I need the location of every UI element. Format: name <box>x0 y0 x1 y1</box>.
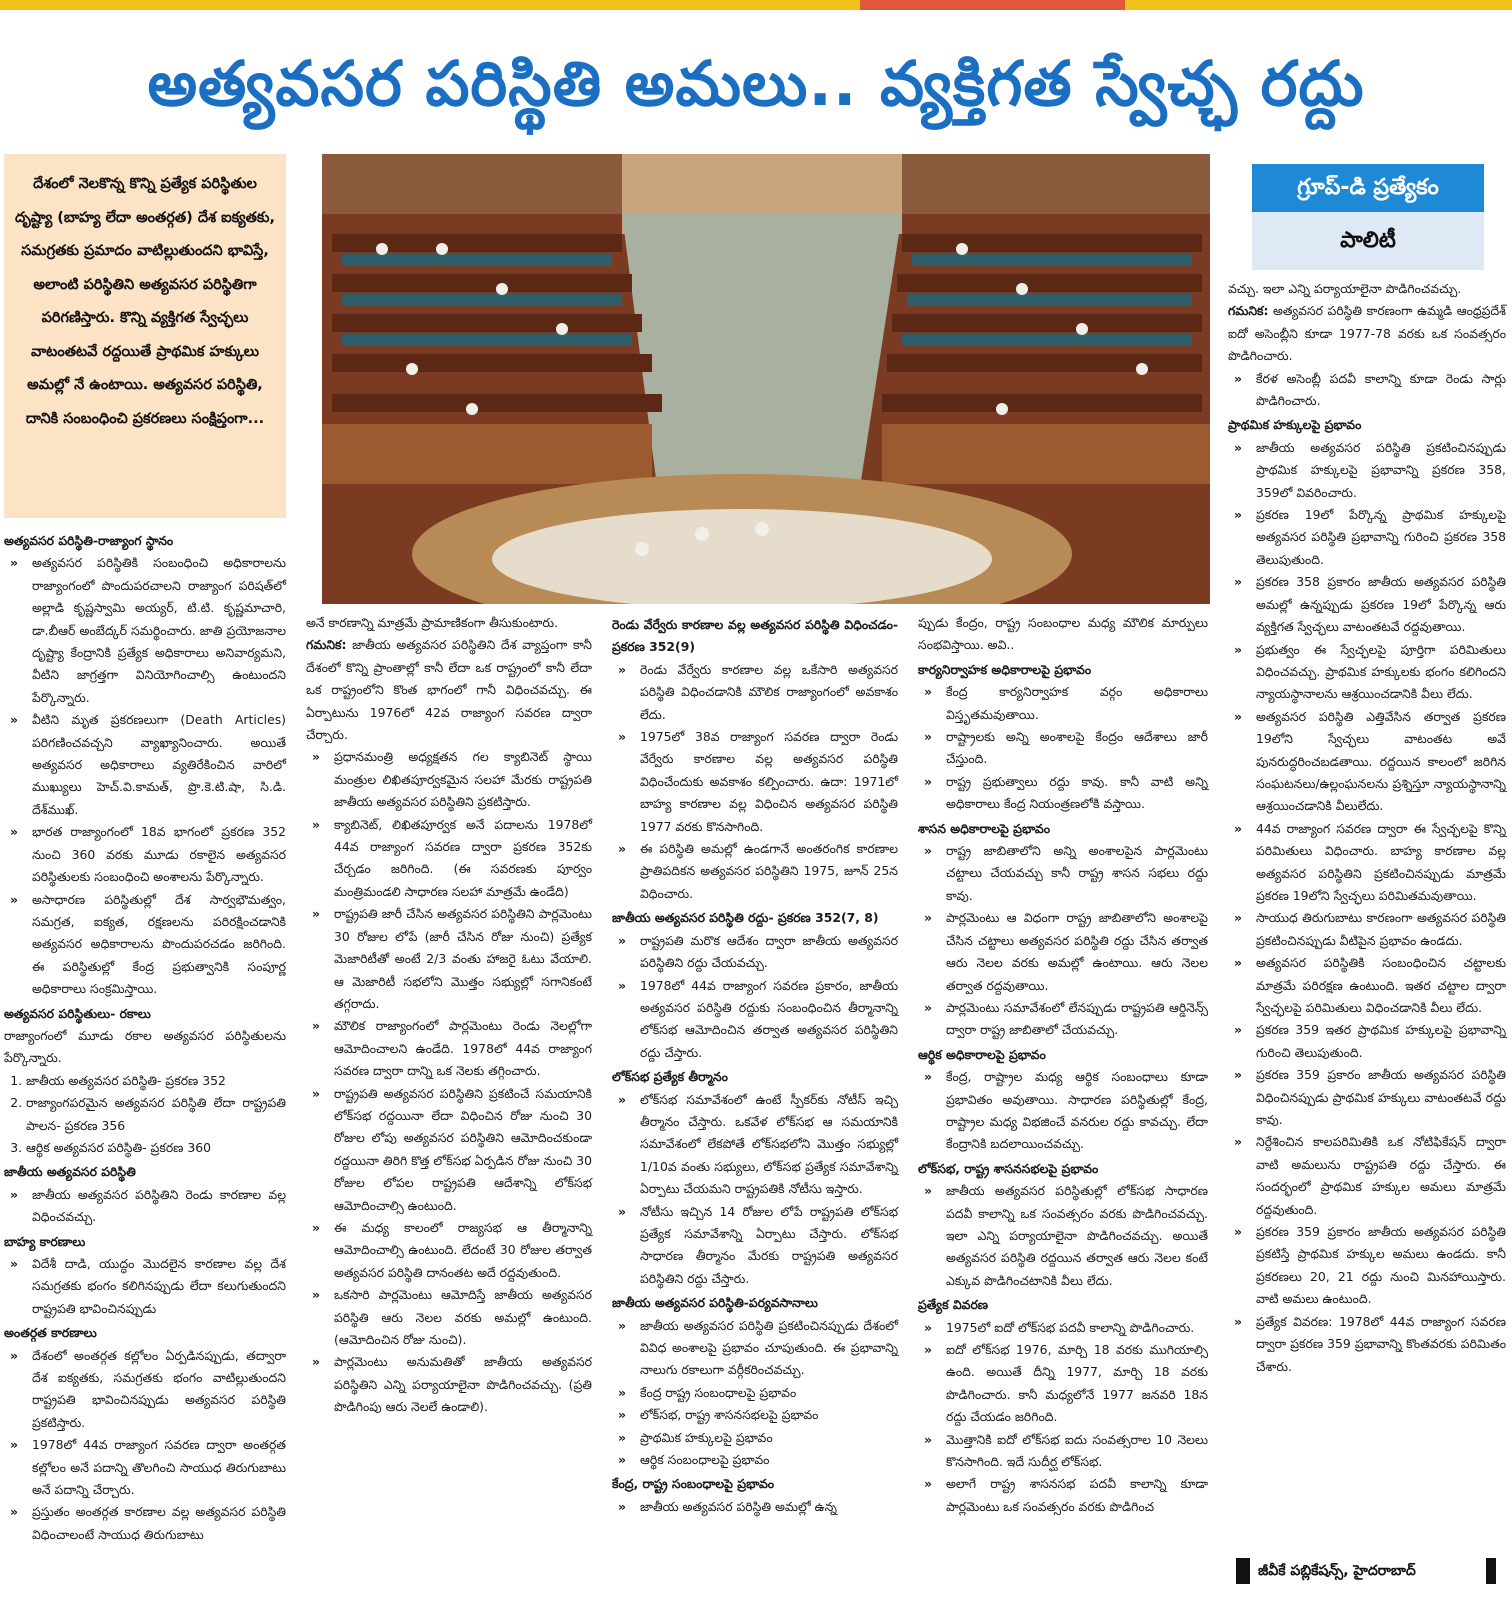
heading: బాహ్య కారణాలు <box>4 1233 86 1249</box>
heading: శాసన అధికారాలపై ప్రభావం <box>918 820 1050 836</box>
intro-box: దేశంలో నెలకొన్న కొన్ని ప్రత్యేక పరిస్థితుల దృష్ట్యా (బాహ్య లేదా అంతర్గత) దేశ ఐక్యతకు, సమగ్రతకు ప్రమాదం వాటిల్లుతుందని భావిస్తే, అలాంటి పరిస్థితిని అత్యవసర పరిస్థితిగా పరిగణిస్తారు. కొన్ని వ్యక్తిగత స్వేచ్ఛలు వాటంతటవే రద్దయితే ప్రాథమిక హక్కులు అమల్లో నే ఉంటాయి. అత్యవసర పరిస్థితి, దానికి సంబంధించి ప్రకరణలు సంక్షిప్తంగా... <box>4 154 286 518</box>
bullet: » 44వ రాజ్యాంగ సవరణ ద్వారా ఈ స్వేచ్ఛలపై కొన్ని పరిమితులు విధించారు. బాహ్య కారణాల వల్ల అత్యవసర పరిస్థితిని ప్రకటించినప్పుడు మాత్రమే ప్రకరణ 19లోని స్వేచ్ఛలు పరిమితమవుతాయి. <box>1228 818 1506 908</box>
bullet: » అత్యవసర పరిస్థితి ఎత్తివేసిన తర్వాత ప్రకరణ 19లోని స్వేచ్ఛలు వాటంతట అవే పునరుద్ధరించబడతాయి. రద్దయిన కాలంలో జరిగిన సంఘటనలు/ఉల్లంఘనలను ప్రశ్నిస్తూ న్యాయస్థానాన్ని ఆశ్రయించడానికి వీలులేదు. <box>1228 706 1506 818</box>
bullet: » నోటీసు ఇచ్చిన 14 రోజుల లోపే రాష్ట్రపతి లోక్‌సభ ప్రత్యేక సమావేశాన్ని ఏర్పాటు చేస్తారు. లోక్‌సభ సాధారణ తీర్మానం మేరకు రాష్ట్రపతి అత్యవసర పరిస్థితిని రద్దు చేస్తారు. <box>612 1201 898 1291</box>
note-label: గమనిక: <box>1228 303 1269 319</box>
bullet: » పార్లమెంటు ఆ విధంగా రాష్ట్ర జాబితాలోని అంశాలపై చేసిన చట్టాలు అత్యవసర పరిస్థితి రద్దు చేసిన తర్వాత ఆరు నెలల వరకు అమల్లో ఉంటాయి. ఆరు నెలల తర్వాత రద్దవుతాయి. <box>918 907 1208 997</box>
bullet: » ప్రత్యేక వివరణ: 1978లో 44వ రాజ్యాంగ సవరణ ద్వారా ప్రకరణ 359 ప్రభావాన్ని కొంతవరకు పరిమితం చేశారు. <box>1228 1311 1506 1378</box>
bullet: » వీటిని మృత ప్రకరణలుగా (Death Articles) పరిగణించవచ్చని వ్యాఖ్యానించారు. అయితే అత్యవసర అధికారాలు వ్యతిరేకించిన వారిలో ముఖ్యులు హెచ్.వి.కామత్, ప్రొ.కె.టి.షా, సి.డి. దేశ్‌ముఖ్. <box>4 709 286 821</box>
bullet: » పార్లమెంటు సమావేశంలో లేనప్పుడు రాష్ట్రపతి ఆర్డినెన్స్ ద్వారా రాష్ట్ర జాబితాలో చేయవచ్చు. <box>918 997 1208 1042</box>
bullet: » కేంద్ర రాష్ట్ర సంబంధాలపై ప్రభావం <box>612 1382 898 1404</box>
bullet: » ఐదో లోక్‌సభ 1976, మార్చి 18 వరకు ముగియాల్సి ఉంది. అయితే దీన్ని 1977, మార్చి 18 వరకు పొడిగించారు. కానీ మధ్యలోనే 1977 జనవరి 18న రద్దు చేయడం జరిగింది. <box>918 1339 1208 1429</box>
column-4 <box>918 612 1208 1518</box>
bullet: » రాష్ట్రాలకు అన్ని అంశాలపై కేంద్రం ఆదేశాలు జారీ చేస్తుంది. <box>918 726 1208 771</box>
heading: ఆర్థిక అధికారాలపై ప్రభావం <box>918 1046 1046 1062</box>
heading: అంతర్గత కారణాలు <box>4 1325 97 1341</box>
bullet: » లోక్‌సభ, రాష్ట్ర శాసనసభలపై ప్రభావం <box>612 1404 898 1426</box>
bullet: » 1975లో ఐదో లోక్‌సభ పదవీ కాలాన్ని పొడిగించారు. <box>918 1317 1208 1339</box>
bullet: » అత్యవసర పరిస్థితికి సంబంధించిన చట్టాలకు మాత్రమే పరిరక్షణ ఉంటుంది. ఇతర చట్టాల ద్వారా స్వేచ్ఛలపై పరిమితులు విధించడానికి వీలు లేదు. <box>1228 952 1506 1019</box>
badge-series-label: గ్రూప్-డి ప్రత్యేకం <box>1252 164 1484 212</box>
note-text: జాతీయ అత్యవసర పరిస్థితిని దేశ వ్యాప్తంగా కానీ దేశంలో కొన్ని ప్రాంతాల్లో కానీ లేదా ఒక రాష్ట్రంలో కానీ లేదా ఒక రాష్ట్రంలోని కొంత భాగంలో గానీ విధించవచ్చు. ఈ ఏర్పాటును 1976లో 42వ రాజ్యాంగ సవరణ ద్వారా చేర్చారు. <box>306 637 592 743</box>
note <box>306 634 592 746</box>
bullet: » ఒకసారి పార్లమెంటు ఆమోదిస్తే జాతీయ అత్యవసర పరిస్థితి ఆరు నెలల వరకు అమల్లో ఉంటుంది. (ఆమోదించిన రోజు నుంచి). <box>306 1284 592 1351</box>
heading: అత్యవసర పరిస్థితులు- రకాలు <box>4 1005 151 1021</box>
section-badge <box>1252 164 1484 270</box>
bullet: » ప్రకరణ 359 ఇతర ప్రాథమిక హక్కులపై ప్రభావాన్ని గురించి తెలుపుతుంది. <box>1228 1019 1506 1064</box>
bullet: » రాష్ట్రపతి అత్యవసర పరిస్థితిని ప్రకటించే సమయానికి లోక్‌సభ రద్దయినా లేదా విధించిన రోజు నుంచి 30 రోజుల లోపు అత్యవసర పరిస్థితిని ఆమోదించకుండా రద్దయినా తిరిగి కొత్త లోక్‌సభ ఏర్పడిన రోజు నుంచి 30 రోజుల లోపల రాష్ట్రపతి ఆదేశాన్ని లోక్‌సభ ఆమోదించాల్సి ఉంటుంది. <box>306 1083 592 1217</box>
bullet: » కేరళ అసెంబ్లీ పదవీ కాలాన్ని కూడా రెండు సార్లు పొడిగించారు. <box>1228 368 1506 413</box>
bullet: » సాయుధ తిరుగుబాటు కారణంగా అత్యవసర పరిస్థితి ప్రకటించినప్పుడు వీటిపైన ప్రభావం ఉండదు. <box>1228 907 1506 952</box>
bullet: » నిర్దేశించిన కాలపరిమితికి ఒక నోటిఫికేషన్ ద్వారా వాటి అమలును రాష్ట్రపతి రద్దు చేస్తారు. ఈ సందర్భంలో ప్రాథమిక హక్కుల అమలు మాత్రమే రద్దవుతుంది. <box>1228 1131 1506 1221</box>
heading: అత్యవసర పరిస్థితి-రాజ్యాంగ స్థానం <box>4 533 174 548</box>
heading: కార్యనిర్వాహక అధికారాలపై ప్రభావం <box>918 661 1092 677</box>
paragraph: రాజ్యాంగంలో మూడు రకాల అత్యవసర పరిస్థితులను పేర్కొన్నారు. <box>4 1027 286 1066</box>
paragraph: వచ్చు. ఇలా ఎన్ని పర్యాయాలైనా పొడిగించవచ్చు. <box>1228 281 1462 296</box>
bullet: » ఈ మధ్య కాలంలో రాజ్యసభ ఆ తీర్మానాన్ని ఆమోదించాల్సి ఉంటుంది. లేదంటే 30 రోజుల తర్వాత అత్యవసర పరిస్థితి దానంతట అదే రద్దవుతుంది. <box>306 1217 592 1284</box>
bullet: » పార్లమెంటు అనుమతితో జాతీయ అత్యవసర పరిస్థితిని ఎన్ని పర్యాయాలైనా పొడిగించవచ్చు. (ప్రతి పొడిగింపు ఆరు నెలలే ఉండాలి). <box>306 1351 592 1418</box>
credit-text: జీవీకే పబ్లికేషన్స్, హైదరాబాద్ <box>1258 1563 1416 1579</box>
bullet: » ప్రకరణ 358 ప్రకారం జాతీయ అత్యవసర పరిస్థితి అమల్లో ఉన్నప్పుడు ప్రకరణ 19లో పేర్కొన్న ఆరు వ్యక్తిగత స్వేచ్ఛలు వాటంతటవే రద్దవుతాయి. <box>1228 571 1506 638</box>
bullet: » ప్రాథమిక హక్కులపై ప్రభావం <box>612 1427 898 1449</box>
bullet: » ప్రకరణ 19లో పేర్కొన్న ప్రాథమిక హక్కులపై అత్యవసర పరిస్థితి ప్రభావాన్ని గురించి ప్రకరణ 358 తెలుపుతుంది. <box>1228 504 1506 571</box>
bullet: » కేంద్ర, రాష్ట్రాల మధ్య ఆర్థిక సంబంధాలు కూడా ప్రభావితం అవుతాయి. సాధారణ పరిస్థితుల్లో కేంద్ర, రాష్ట్రాల మధ్య విభజించే వనరుల రద్దు కావచ్చు. లేదా కేంద్రానికి బదలాయించవచ్చు. <box>918 1066 1208 1156</box>
heading: జాతీయ అత్యవసర పరిస్థితి రద్దు- ప్రకరణ 352(7, 8) <box>612 910 879 926</box>
bullet: » 1975లో 38వ రాజ్యాంగ సవరణ ద్వారా రెండు వేర్వేరు కారణాల వల్ల అత్యవసర పరిస్థితి విధించేందుకు అవకాశం కల్పించారు. ఉదా: 1971లో బాహ్య కారణాల వల్ల విధించిన అత్యవసర పరిస్థితి 1977 వరకు కొనసాగింది. <box>612 726 898 838</box>
list-item: 1. జాతీయ అత్యవసర పరిస్థితి- ప్రకరణ 352 <box>26 1070 286 1092</box>
paragraph: అనే కారణాన్ని మాత్రమే ప్రామాణికంగా తీసుకుంటారు. <box>306 615 558 630</box>
heading: లోక్‌సభ, రాష్ట్ర శాసనసభలపై ప్రభావం <box>918 1160 1099 1176</box>
paragraph: ప్పుడు కేంద్రం, రాష్ట్ర సంబంధాల మధ్య మౌలిక మార్పులు సంభవిస్తాయి. అవి.. <box>918 615 1208 653</box>
list-item: 3. ఆర్థిక అత్యవసర పరిస్థితి- ప్రకరణ 360 <box>26 1137 286 1159</box>
note-label: గమనిక: <box>306 637 347 653</box>
bullet: » అసాధారణ పరిస్థితుల్లో దేశ సార్వభౌమత్వం, సమగ్రత, ఐక్యత, రక్షణలను పరిరక్షించడానికి అత్యవసర అధికారాలను పొందుపరచడం జరిగింది. ఈ పరిస్థితుల్లో కేంద్ర ప్రభుత్వానికి సంపూర్ణ అధికారాలు సంక్రమిస్తాయి. <box>4 889 286 1001</box>
top-color-bar <box>0 0 1512 10</box>
bullet: » ఈ పరిస్థితి అమల్లో ఉండగానే అంతరంగిక కారణాల ప్రాతిపదికన అత్యవసర పరిస్థితిని 1975, జూన్ 25న విధించారు. <box>612 838 898 905</box>
bullet: » 1978లో 44వ రాజ్యాంగ సవరణ ద్వారా అంతర్గత కల్లోలం అనే పదాన్ని తొలగించి సాయుధ తిరుగుబాటు అనే పదాన్ని చేర్చారు. <box>4 1434 286 1501</box>
bullet: » అలాగే రాష్ట్ర శాసనసభ పదవీ కాలాన్ని కూడా పార్లమెంటు ఒక సంవత్సరం వరకు పొడిగించ <box>918 1473 1208 1518</box>
bullet: » లోక్‌సభ సమావేశంలో ఉంటే స్పీకర్‌కు నోటీస్ ఇచ్చి తీర్మానం చేస్తారు. ఒకవేళ లోక్‌సభ ఆ సమయానికి సమావేశంలో లేకపోతే లోక్‌సభలోని మొత్తం సభ్యుల్లో 1/10వ వంతు సభ్యులు, లోక్‌సభ ప్రత్యేక సమావేశాన్ని ఏర్పాటు చేయమని రాష్ట్రపతికి నోటీసు ఇస్తారు. <box>612 1089 898 1201</box>
credit-bar-icon <box>1486 1558 1496 1584</box>
bullet: » జాతీయ అత్యవసర పరిస్థితి ప్రకటించినప్పుడు దేశంలో వివిధ అంశాలపై ప్రభావం చూపుతుంది. ఈ ప్రభావాన్ని నాలుగు రకాలుగా వర్గీకరించవచ్చు. <box>612 1315 898 1382</box>
bullet: » జాతీయ అత్యవసర పరిస్థితిని రెండు కారణాల వల్ల విధించవచ్చు. <box>4 1184 286 1229</box>
heading: కేంద్ర, రాష్ట్ర సంబంధాలపై ప్రభావం <box>612 1476 775 1492</box>
bullet: » జాతీయ అత్యవసర పరిస్థితుల్లో లోక్‌సభ సాధారణ పదవీ కాలాన్ని ఒక సంవత్సరం వరకు పొడిగించవచ్చు. ఇలా ఎన్ని పర్యాయాలైనా పొడిగించవచ్చు. అయితే అత్యవసర పరిస్థితి రద్దయిన తర్వాత ఆరు నెలల కంటే ఎక్కువ పొడిగించటానికి వీలు లేదు. <box>918 1180 1208 1292</box>
heading: జాతీయ అత్యవసర పరిస్థితి <box>4 1164 136 1180</box>
column-3 <box>612 612 898 1518</box>
bullet: » క్యాబినెట్, లిఖితపూర్వక అనే పదాలను 1978లో 44వ రాజ్యాంగ సవరణ ద్వారా ప్రకరణ 352కు చేర్చడం జరిగింది. (ఈ సవరణకు పూర్వం మంత్రిమండలి సాధారణ సలహా మాత్రమే ఉండేది) <box>306 814 592 904</box>
heading: ప్రత్యేక వివరణ <box>918 1297 989 1313</box>
bullet: » మౌలిక రాజ్యాంగంలో పార్లమెంటు రెండు నెలల్లోగా ఆమోదించాలని ఉండేది. 1978లో 44వ రాజ్యాంగ సవరణ ద్వారా దాన్ని ఒక నెలకు తగ్గించారు. <box>306 1015 592 1082</box>
bullet: » ప్రకరణ 359 ప్రకారం జాతీయ అత్యవసర పరిస్థితి విధించినప్పుడు ప్రాథమిక హక్కులు వాటంతటవే రద్దు కావు. <box>1228 1064 1506 1131</box>
bullet: » 1978లో 44వ రాజ్యాంగ సవరణ ప్రకారం, జాతీయ అత్యవసర పరిస్థితి రద్దుకు సంబంధించిన తీర్మానాన్ని లోక్‌సభ ఆమోదించిన తర్వాత అత్యవసర పరిస్థితిని రద్దు చేస్తారు. <box>612 975 898 1065</box>
heading: జాతీయ అత్యవసర పరిస్థితి-పర్యవసానాలు <box>612 1295 818 1311</box>
bullet: » ఆర్థిక సంబంధాలపై ప్రభావం <box>612 1449 898 1471</box>
publisher-credit <box>1236 1552 1496 1590</box>
bullet: » రాష్ట్రపతి జారీ చేసిన అత్యవసర పరిస్థితిని పార్లమెంటు 30 రోజుల లోపే (జారీ చేసిన రోజు నుంచి) ప్రత్యేక మెజారిటీతో అంటే 2/3 వంతు హాజరై ఓటు వేయాలి. ఆ మెజారిటీ సభలోని మొత్తం సభ్యుల్లో సగానికంటే తగ్గరాదు. <box>306 903 592 1015</box>
bullet: » జాతీయ అత్యవసర పరిస్థితి ప్రకటించినప్పుడు ప్రాథమిక హక్కులపై ప్రభావాన్ని ప్రకరణ 358, 359లో వివరించారు. <box>1228 437 1506 504</box>
bullet: » రెండు వేర్వేరు కారణాల వల్ల ఒకేసారి అత్యవసర పరిస్థితి విధించడానికి మౌలిక రాజ్యాంగంలో అవకాశం లేదు. <box>612 659 898 726</box>
bullet: » దేశంలో అంతర్గత కల్లోలం ఏర్పడినప్పుడు, తద్వారా దేశ ఐక్యతకు, సమగ్రతకు భంగం వాటిల్లుతుందని రాష్ట్రపతి భావించినప్పుడు అత్యవసర పరిస్థితి ప్రకటిస్తారు. <box>4 1345 286 1435</box>
bullet: » అత్యవసర పరిస్థితికి సంబంధించి అధికారాలను రాజ్యాంగంలో పొందుపరచాలని రాజ్యాంగ పరిషత్‌లో అల్లాడి కృష్ణస్వామి అయ్యర్, టి.టి. కృష్ణమాచారి, డా.బీఆర్ అంబేద్కర్ సమర్థించారు. జాతి ప్రయోజనాల దృష్ట్యా కేంద్రానికి ప్రత్యేక అధికారాలు అనివార్యమని, వీటిని జాగ్రత్తగా వినియోగించాల్సి ఉంటుందని పేర్కొన్నారు. <box>4 552 286 709</box>
bullet: » భారత రాజ్యాంగంలో 18వ భాగంలో ప్రకరణ 352 నుంచి 360 వరకు మూడు రకాలైన అత్యవసర పరిస్థితులకు సంబంధించి అంశాలను పేర్కొన్నారు. <box>4 821 286 888</box>
headline: అత్యవసర పరిస్థితి అమలు.. వ్యక్తిగత స్వేచ్ఛ రద్దు <box>147 47 1365 120</box>
column-1 <box>4 528 286 1546</box>
bullet: » రాష్ట్ర ప్రభుత్వాలు రద్దు కావు. కానీ వాటి అన్ని అధికారాలు కేంద్ర నియంత్రణలోకి వస్తాయి. <box>918 771 1208 816</box>
note <box>1228 300 1506 367</box>
heading: రెండు వేర్వేరు కారణాల వల్ల అత్యవసర పరిస్థితి విధించడం- ప్రకరణ 352(9) <box>612 617 898 655</box>
bullet: » విదేశీ దాడి, యుద్ధం మొదలైన కారణాల వల్ల దేశ సమగ్రతకు భంగం కలిగినప్పుడు లేదా కలుగుతుందని రాష్ట్రపతి భావించినప్పుడు <box>4 1253 286 1320</box>
bullet: » కేంద్ర కార్యనిర్వాహక వర్గం అధికారాలు విస్తృతమవుతాయి. <box>918 681 1208 726</box>
bullet: » ప్రభుత్వం ఈ స్వేచ్ఛలపై పూర్తిగా పరిమితులు విధించవచ్చు. ప్రాథమిక హక్కులకు భంగం కలిగిందని న్యాయస్థానాలను ఆశ్రయించడానికి వీలు లేదు. <box>1228 639 1506 706</box>
badge-subject-label: పాలిటీ <box>1252 212 1484 270</box>
bullet: » రాష్ట్రపతి మరొక ఆదేశం ద్వారా జాతీయ అత్యవసర పరిస్థితిని రద్దు చేయవచ్చు. <box>612 930 898 975</box>
heading: ప్రాథమిక హక్కులపై ప్రభావం <box>1228 417 1362 433</box>
column-2 <box>306 612 592 1419</box>
bullet: » ప్రకరణ 359 ప్రకారం జాతీయ అత్యవసర పరిస్థితి ప్రకటిస్తే ప్రాథమిక హక్కుల అమలు ఉండదు. కానీ ప్రకరణలు 20, 21 రద్దు నుంచి మినహాయిస్తారు. వాటి అమలు ఉంటుంది. <box>1228 1221 1506 1311</box>
bullet: » మొత్తానికి ఐదో లోక్‌సభ ఐదు సంవత్సరాల 10 నెలలు కొనసాగింది. ఇదే సుదీర్ఘ లోక్‌సభ. <box>918 1429 1208 1474</box>
heading: లోక్‌సభ ప్రత్యేక తీర్మానం <box>612 1069 728 1085</box>
top-accent-bar <box>860 0 1125 10</box>
bullet: » రాష్ట్ర జాబితాలోని అన్ని అంశాలపైన పార్లమెంటు చట్టాలు చేయవచ్చు కానీ రాష్ట్ర శాసన సభలు రద్దు కావు. <box>918 840 1208 907</box>
list-item: 2. రాజ్యాంగపరమైన అత్యవసర పరిస్థితి లేదా రాష్ట్రపతి పాలన- ప్రకరణ 356 <box>26 1092 286 1137</box>
credit-bar-icon <box>1236 1558 1250 1584</box>
bullet: » జాతీయ అత్యవసర పరిస్థితి అమల్లో ఉన్న <box>612 1496 898 1518</box>
parliament-photo <box>322 154 1210 604</box>
column-5 <box>1228 278 1506 1378</box>
note-text: అత్యవసర పరిస్థితి కారణంగా ఉమ్మడి ఆంధ్రప్రదేశ్ ఐదో అసెంబ్లీని కూడా 1977-78 వరకు ఒక సంవత్సరం పొడిగించారు. <box>1228 303 1506 364</box>
bullet: » ప్రధానమంత్రి అధ్యక్షతన గల క్యాబినెట్ స్థాయి మంత్రుల లిఖితపూర్వకమైన సలహా మేరకు రాష్ట్రపతి జాతీయ అత్యవసర పరిస్థితిని ప్రకటిస్తారు. <box>306 746 592 813</box>
bullet: » ప్రస్తుతం అంతర్గత కారణాల వల్ల అత్యవసర పరిస్థితి విధించాలంటే సాయుధ తిరుగుబాటు <box>4 1501 286 1546</box>
